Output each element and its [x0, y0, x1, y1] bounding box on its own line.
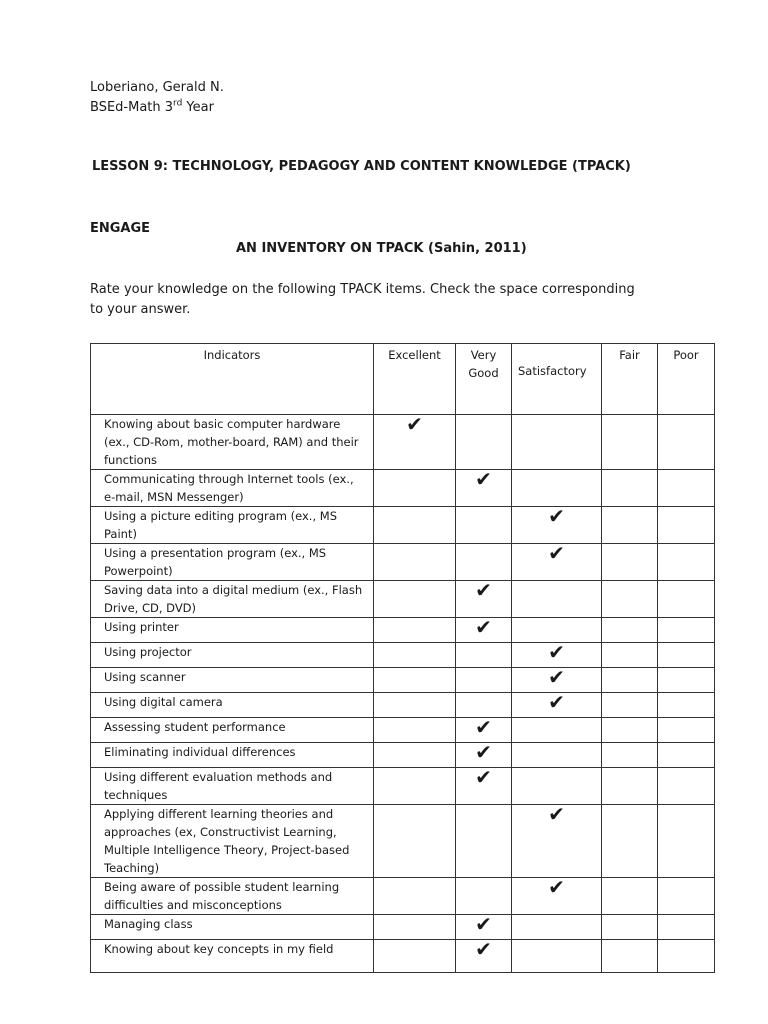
table-row	[91, 743, 715, 768]
rating-cell-excellent	[374, 915, 456, 940]
rating-cell-satisfactory	[512, 915, 602, 940]
table-row	[91, 581, 715, 618]
checkmark-icon: ✔	[548, 665, 565, 689]
rating-cell-satisfactory	[512, 504, 602, 544]
header-very-good: Very Good	[456, 344, 512, 415]
rating-cell-excellent	[374, 693, 456, 718]
checkmark-icon: ✔	[475, 740, 492, 764]
rating-cell-poor	[658, 668, 715, 693]
rating-cell-very-good	[456, 578, 512, 618]
rating-cell-satisfactory	[512, 415, 602, 470]
rating-cell-very-good	[456, 668, 512, 693]
table-row	[91, 507, 715, 544]
rating-cell-very-good	[456, 912, 512, 940]
student-name: Loberiano, Gerald N.	[90, 80, 224, 95]
rating-cell-fair	[602, 768, 658, 805]
rating-cell-fair	[602, 415, 658, 470]
rating-cell-poor	[658, 878, 715, 915]
rating-cell-fair	[602, 618, 658, 643]
rating-cell-poor	[658, 581, 715, 618]
instructions-line-2: to your answer.	[90, 302, 191, 317]
header-satisfactory: Satisfactory	[512, 344, 602, 415]
rating-cell-excellent	[374, 878, 456, 915]
rating-cell-very-good	[456, 878, 512, 915]
table-row	[91, 470, 715, 507]
rating-cell-poor	[658, 693, 715, 718]
header-poor: Poor	[658, 344, 715, 415]
rating-cell-fair	[602, 940, 658, 973]
checkmark-icon: ✔	[475, 715, 492, 739]
rating-cell-excellent	[374, 668, 456, 693]
rating-cell-excellent	[374, 618, 456, 643]
rating-cell-fair	[602, 581, 658, 618]
rating-cell-fair	[602, 668, 658, 693]
rating-cell-satisfactory	[512, 640, 602, 668]
rating-cell-fair	[602, 470, 658, 507]
table-row	[91, 668, 715, 693]
checkmark-icon: ✔	[548, 802, 565, 826]
rating-cell-poor	[658, 544, 715, 581]
rating-cell-satisfactory	[512, 541, 602, 581]
checkmark-icon: ✔	[548, 690, 565, 714]
indicator-cell: Saving data into a digital medium (ex., Flash Drive, CD, DVD)	[91, 581, 374, 618]
rating-cell-poor	[658, 643, 715, 668]
indicator-cell: Using a presentation program (ex., MS Powerpoint)	[91, 544, 374, 581]
rating-cell-satisfactory	[512, 743, 602, 768]
rating-cell-fair	[602, 693, 658, 718]
rating-cell-fair	[602, 878, 658, 915]
rating-cell-poor	[658, 768, 715, 805]
rating-cell-excellent	[374, 768, 456, 805]
rating-cell-satisfactory	[512, 875, 602, 915]
indicator-cell: Knowing about basic computer hardware (ex., CD-Rom, mother-board, RAM) and their functions	[91, 415, 374, 470]
table-row	[91, 915, 715, 940]
rating-cell-satisfactory	[512, 690, 602, 718]
course-prefix: BSEd-Math 3	[90, 100, 174, 115]
rating-cell-fair	[602, 915, 658, 940]
checkmark-icon: ✔	[475, 937, 492, 961]
indicator-cell: Assessing student performance	[91, 718, 374, 743]
checkmark-icon: ✔	[548, 875, 565, 899]
course-year	[90, 100, 214, 115]
header-excellent: Excellent	[374, 344, 456, 415]
tpack-inventory-table	[90, 343, 715, 973]
table-row	[91, 940, 715, 973]
rating-cell-satisfactory	[512, 802, 602, 878]
indicator-cell: Using digital camera	[91, 693, 374, 718]
rating-cell-poor	[658, 743, 715, 768]
rating-cell-excellent	[374, 412, 456, 470]
rating-cell-satisfactory	[512, 618, 602, 643]
indicator-cell: Applying different learning theories and approaches (ex, Constructivist Learning, Multiple Intelligence Theory, Project-based Teaching)	[91, 805, 374, 878]
rating-cell-excellent	[374, 805, 456, 878]
rating-cell-excellent	[374, 544, 456, 581]
table-row	[91, 878, 715, 915]
rating-cell-satisfactory	[512, 940, 602, 973]
section-heading: ENGAGE	[90, 221, 151, 236]
rating-cell-excellent	[374, 718, 456, 743]
indicator-cell: Using projector	[91, 643, 374, 668]
rating-cell-poor	[658, 618, 715, 643]
rating-cell-very-good	[456, 544, 512, 581]
indicator-cell: Managing class	[91, 915, 374, 940]
rating-cell-very-good	[456, 643, 512, 668]
rating-cell-very-good	[456, 937, 512, 973]
rating-cell-satisfactory	[512, 470, 602, 507]
checkmark-icon: ✔	[475, 467, 492, 491]
lesson-title: LESSON 9: TECHNOLOGY, PEDAGOGY AND CONTENT KNOWLEDGE (TPACK)	[92, 159, 631, 174]
rating-cell-very-good	[456, 507, 512, 544]
checkmark-icon: ✔	[548, 541, 565, 565]
rating-cell-very-good	[456, 615, 512, 643]
indicator-cell: Communicating through Internet tools (ex., e-mail, MSN Messenger)	[91, 470, 374, 507]
checkmark-icon: ✔	[548, 640, 565, 664]
table-row	[91, 643, 715, 668]
rating-cell-fair	[602, 718, 658, 743]
table-row	[91, 693, 715, 718]
checkmark-icon: ✔	[475, 578, 492, 602]
rating-cell-poor	[658, 915, 715, 940]
rating-cell-excellent	[374, 643, 456, 668]
checkmark-icon: ✔	[548, 504, 565, 528]
table-row	[91, 768, 715, 805]
rating-cell-poor	[658, 805, 715, 878]
rating-cell-excellent	[374, 507, 456, 544]
inventory-title: AN INVENTORY ON TPACK (Sahin, 2011)	[236, 241, 527, 256]
rating-cell-very-good	[456, 740, 512, 768]
table-row	[91, 544, 715, 581]
header-indicators: Indicators	[91, 344, 374, 415]
checkmark-icon: ✔	[475, 615, 492, 639]
indicator-cell: Using printer	[91, 618, 374, 643]
course-sup: rd	[173, 98, 183, 109]
table-header-row	[91, 344, 715, 415]
indicator-cell: Using scanner	[91, 668, 374, 693]
indicator-cell: Using different evaluation methods and techniques	[91, 768, 374, 805]
table-row	[91, 618, 715, 643]
rating-cell-very-good	[456, 715, 512, 743]
rating-cell-satisfactory	[512, 581, 602, 618]
header-fair: Fair	[602, 344, 658, 415]
indicator-cell: Eliminating individual differences	[91, 743, 374, 768]
checkmark-icon: ✔	[406, 412, 423, 436]
rating-cell-excellent	[374, 581, 456, 618]
table-row	[91, 718, 715, 743]
rating-cell-satisfactory	[512, 665, 602, 693]
rating-cell-fair	[602, 643, 658, 668]
checkmark-icon: ✔	[475, 912, 492, 936]
rating-cell-very-good	[456, 415, 512, 470]
rating-cell-excellent	[374, 743, 456, 768]
course-suffix: Year	[182, 100, 214, 115]
rating-cell-fair	[602, 743, 658, 768]
table-row	[91, 805, 715, 878]
rating-cell-excellent	[374, 470, 456, 507]
rating-cell-satisfactory	[512, 718, 602, 743]
rating-cell-fair	[602, 544, 658, 581]
indicator-cell: Knowing about key concepts in my field	[91, 940, 374, 973]
checkmark-icon: ✔	[475, 765, 492, 789]
indicator-cell: Being aware of possible student learning difficulties and misconceptions	[91, 878, 374, 915]
table-row	[91, 415, 715, 470]
rating-cell-satisfactory	[512, 768, 602, 805]
rating-cell-poor	[658, 940, 715, 973]
rating-cell-very-good	[456, 467, 512, 507]
rating-cell-fair	[602, 805, 658, 878]
rating-cell-poor	[658, 470, 715, 507]
rating-cell-very-good	[456, 805, 512, 878]
rating-cell-poor	[658, 507, 715, 544]
rating-cell-excellent	[374, 940, 456, 973]
rating-cell-very-good	[456, 693, 512, 718]
rating-cell-poor	[658, 415, 715, 470]
rating-cell-fair	[602, 507, 658, 544]
rating-cell-poor	[658, 718, 715, 743]
indicator-cell: Using a picture editing program (ex., MS Paint)	[91, 507, 374, 544]
instructions-line-1: Rate your knowledge on the following TPACK items. Check the space corresponding	[90, 282, 635, 297]
rating-cell-very-good	[456, 765, 512, 805]
